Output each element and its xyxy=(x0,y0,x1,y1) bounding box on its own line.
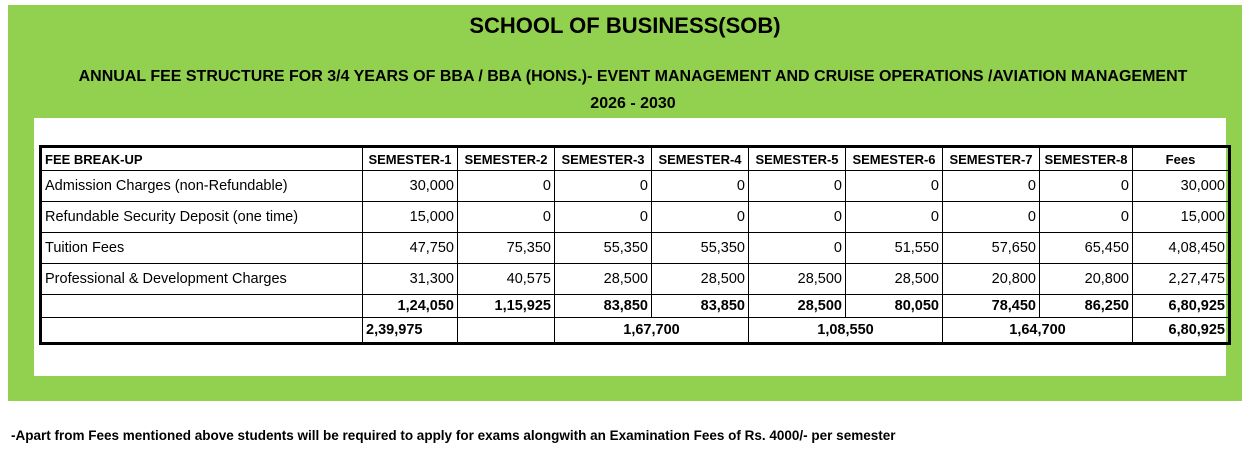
header-semester-1: SEMESTER-1 xyxy=(363,147,458,171)
table-cell: 0 xyxy=(749,202,846,233)
table-cell: 30,000 xyxy=(363,171,458,202)
table-cell: 0 xyxy=(1040,202,1133,233)
table-cell: 0 xyxy=(555,171,652,202)
semester-total-cell: 83,850 xyxy=(555,295,652,318)
header-semester-7: SEMESTER-7 xyxy=(943,147,1040,171)
row-label: Refundable Security Deposit (one time) xyxy=(41,202,363,233)
header-fees: Fees xyxy=(1133,147,1230,171)
semester-total-cell: 86,250 xyxy=(1040,295,1133,318)
table-cell: 0 xyxy=(846,202,943,233)
year-3-total: 1,08,550 xyxy=(749,318,943,344)
year-2-total: 1,67,700 xyxy=(555,318,749,344)
table-cell: 0 xyxy=(652,202,749,233)
header-semester-2: SEMESTER-2 xyxy=(458,147,555,171)
table-row-tuition xyxy=(41,233,1230,264)
semester-total-cell: 83,850 xyxy=(652,295,749,318)
semester-total-cell: 1,15,925 xyxy=(458,295,555,318)
empty-cell xyxy=(458,318,555,344)
table-cell: 20,800 xyxy=(943,264,1040,295)
table-cell: 28,500 xyxy=(846,264,943,295)
table-cell: 28,500 xyxy=(652,264,749,295)
row-label: Admission Charges (non-Refundable) xyxy=(41,171,363,202)
page-subtitle: ANNUAL FEE STRUCTURE FOR 3/4 YEARS OF BBA / BBA (HONS.)- EVENT MANAGEMENT AND CRUISE OPERATIONS /AVIATION MANAGEMENT 2026 - 2030 xyxy=(78,68,1188,112)
row-label: Tuition Fees xyxy=(41,233,363,264)
table-cell: 30,000 xyxy=(1133,171,1230,202)
table-row-professional xyxy=(41,264,1230,295)
exam-fee-note: -Apart from Fees mentioned above students will be required to apply for exams alongwith an Examination Fees of Rs. 4000/- per semester xyxy=(11,428,896,443)
table-cell: 75,350 xyxy=(458,233,555,264)
year-4-total: 1,64,700 xyxy=(943,318,1133,344)
table-row-semester-totals xyxy=(41,295,1230,318)
table-cell: 20,800 xyxy=(1040,264,1133,295)
header-semester-5: SEMESTER-5 xyxy=(749,147,846,171)
table-cell: 55,350 xyxy=(555,233,652,264)
header-semester-4: SEMESTER-4 xyxy=(652,147,749,171)
table-cell: 0 xyxy=(555,202,652,233)
row-label xyxy=(41,295,363,318)
table-cell: 51,550 xyxy=(846,233,943,264)
semester-total-cell: 80,050 xyxy=(846,295,943,318)
table-cell: 0 xyxy=(943,202,1040,233)
header-semester-8: SEMESTER-8 xyxy=(1040,147,1133,171)
semester-total-cell: 6,80,925 xyxy=(1133,295,1230,318)
table-row-security-deposit xyxy=(41,202,1230,233)
table-cell: 47,750 xyxy=(363,233,458,264)
table-cell: 65,450 xyxy=(1040,233,1133,264)
table-header-row xyxy=(41,147,1230,171)
header-panel xyxy=(8,5,1242,401)
table-container xyxy=(34,118,1226,376)
table-cell: 40,575 xyxy=(458,264,555,295)
header-fee-breakup: FEE BREAK-UP xyxy=(41,147,363,171)
grand-total: 6,80,925 xyxy=(1133,318,1230,344)
table-cell: 0 xyxy=(652,171,749,202)
table-cell: 0 xyxy=(1040,171,1133,202)
table-cell: 57,650 xyxy=(943,233,1040,264)
table-cell: 0 xyxy=(943,171,1040,202)
semester-total-cell: 28,500 xyxy=(749,295,846,318)
semester-total-cell: 78,450 xyxy=(943,295,1040,318)
table-cell: 0 xyxy=(749,233,846,264)
table-cell: 55,350 xyxy=(652,233,749,264)
table-cell: 28,500 xyxy=(749,264,846,295)
table-cell: 0 xyxy=(846,171,943,202)
semester-total-cell: 1,24,050 xyxy=(363,295,458,318)
row-label xyxy=(41,318,363,344)
table-cell: 0 xyxy=(458,202,555,233)
table-row-yearly-totals xyxy=(41,318,1230,344)
table-cell: 28,500 xyxy=(555,264,652,295)
header-semester-6: SEMESTER-6 xyxy=(846,147,943,171)
year-1-total: 2,39,975 xyxy=(363,318,458,344)
table-cell: 15,000 xyxy=(363,202,458,233)
table-cell: 0 xyxy=(749,171,846,202)
fee-table xyxy=(39,145,1231,345)
header-semester-3: SEMESTER-3 xyxy=(555,147,652,171)
table-row-admission xyxy=(41,171,1230,202)
table-cell: 2,27,475 xyxy=(1133,264,1230,295)
table-cell: 15,000 xyxy=(1133,202,1230,233)
table-cell: 4,08,450 xyxy=(1133,233,1230,264)
row-label: Professional & Development Charges xyxy=(41,264,363,295)
table-cell: 0 xyxy=(458,171,555,202)
page-title: SCHOOL OF BUSINESS(SOB) xyxy=(469,13,781,38)
table-cell: 31,300 xyxy=(363,264,458,295)
